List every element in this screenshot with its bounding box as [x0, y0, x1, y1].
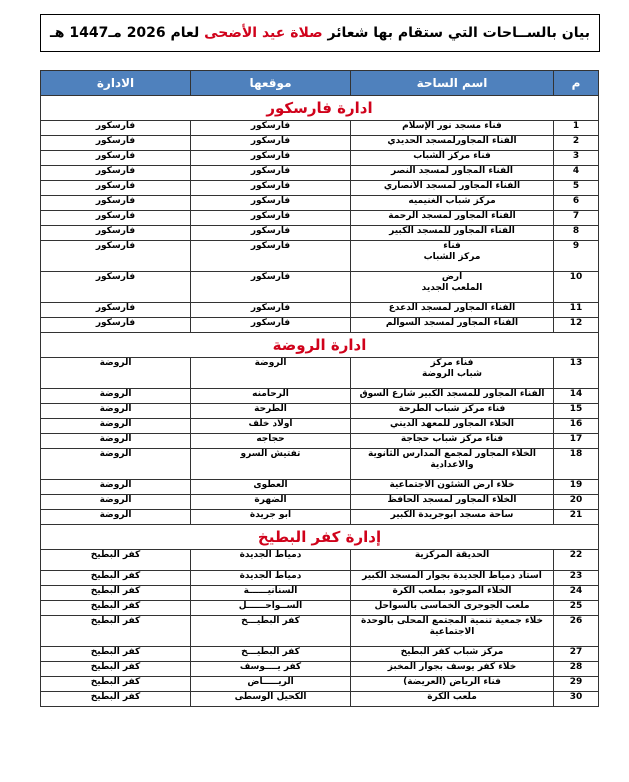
venue-location: أبو جريدة	[191, 510, 351, 525]
venue-name: الخلاء المجاور للمعهد الديني	[351, 419, 554, 434]
venue-location: فارسكور	[191, 226, 351, 241]
row-number: 1	[554, 121, 599, 136]
section-header-row	[41, 525, 599, 550]
venue-location: كفر البطيـــخ	[191, 647, 351, 662]
table-row	[41, 358, 599, 389]
table-row	[41, 196, 599, 211]
venue-admin: الروضة	[41, 480, 191, 495]
row-number: 22	[554, 550, 599, 571]
venue-name: ساحة مسجد أبوجريدة الكبير	[351, 510, 554, 525]
venue-admin: كفر البطيخ	[41, 550, 191, 571]
row-number: 13	[554, 358, 599, 389]
venue-admin: فارسكور	[41, 303, 191, 318]
venue-admin: فارسكور	[41, 318, 191, 333]
section-title: ادارة فارسكور	[41, 96, 599, 121]
venue-name: استاد دمياط الجديدة بجوار المسجد الكبير	[351, 571, 554, 586]
venue-admin: فارسكور	[41, 166, 191, 181]
venue-name: أرض الملعب الجديد	[351, 272, 554, 303]
venue-admin: كفر البطيخ	[41, 616, 191, 647]
venue-admin: كفر البطيخ	[41, 692, 191, 707]
row-number: 18	[554, 449, 599, 480]
venue-admin: فارسكور	[41, 196, 191, 211]
venue-location: الكحيل الوسطى	[191, 692, 351, 707]
venue-location: دمياط الجديدة	[191, 550, 351, 571]
venue-location: فارسكور	[191, 121, 351, 136]
venue-name: مركز شباب كفر البطيخ	[351, 647, 554, 662]
venue-name: الفناء المجاور للمسجد الكبير شارع السوق	[351, 389, 554, 404]
row-number: 2	[554, 136, 599, 151]
row-number: 26	[554, 616, 599, 647]
row-number: 11	[554, 303, 599, 318]
table-row	[41, 495, 599, 510]
venue-name: الخلاء الموجود بملعب الكرة	[351, 586, 554, 601]
venue-admin: الروضة	[41, 419, 191, 434]
table-row	[41, 662, 599, 677]
table-row	[41, 449, 599, 480]
venue-name: الفناء المجاور لمسجد الأنصاري	[351, 181, 554, 196]
table-row	[41, 677, 599, 692]
venue-name: مركز شباب الغنيميه	[351, 196, 554, 211]
row-number: 14	[554, 389, 599, 404]
table-row	[41, 419, 599, 434]
table-row	[41, 550, 599, 571]
table-row	[41, 166, 599, 181]
venue-location: العطوى	[191, 480, 351, 495]
venue-admin: كفر البطيخ	[41, 677, 191, 692]
venue-location: فارسكور	[191, 303, 351, 318]
venue-name: خلاء جمعية تنمية المجتمع المحلى بالوحدة الاجتماعية	[351, 616, 554, 647]
venue-admin: كفر البطيخ	[41, 647, 191, 662]
row-number: 19	[554, 480, 599, 495]
venue-location: فارسكور	[191, 211, 351, 226]
venue-name: فناء مسجد نور الإسلام	[351, 121, 554, 136]
title-part2: لعام 2026 مـ1447 هـ	[50, 25, 200, 41]
row-number: 23	[554, 571, 599, 586]
venue-location: الريـــــاض	[191, 677, 351, 692]
venue-admin: فارسكور	[41, 181, 191, 196]
row-number: 28	[554, 662, 599, 677]
venue-name: خلاء كفر يوسف بجوار المخبز	[351, 662, 554, 677]
venue-name: فناء مركز الشباب	[351, 151, 554, 166]
venue-name: الفناء المجاور لمسجد السوالم	[351, 318, 554, 333]
venue-admin: فارسكور	[41, 121, 191, 136]
header-admin: الادارة	[41, 71, 191, 96]
venue-admin: الروضة	[41, 404, 191, 419]
venue-location: فارسكور	[191, 241, 351, 272]
venue-admin: الروضة	[41, 358, 191, 389]
table-row	[41, 692, 599, 707]
venue-name: خلاء أرض الشئون الاجتماعية	[351, 480, 554, 495]
row-number: 24	[554, 586, 599, 601]
venue-location: فارسكور	[191, 272, 351, 303]
title-highlight: صلاة عيد الأضحى	[204, 25, 323, 41]
venue-location: كفر البطيـــخ	[191, 616, 351, 647]
table-row	[41, 226, 599, 241]
venue-location: حجاجه	[191, 434, 351, 449]
row-number: 9	[554, 241, 599, 272]
venue-location: فارسكور	[191, 136, 351, 151]
venue-location: الروضة	[191, 358, 351, 389]
row-number: 3	[554, 151, 599, 166]
table-row	[41, 647, 599, 662]
venue-name: فناء مركز شباب الروضة	[351, 358, 554, 389]
row-number: 17	[554, 434, 599, 449]
row-number: 20	[554, 495, 599, 510]
table-row	[41, 434, 599, 449]
row-number: 10	[554, 272, 599, 303]
venue-admin: كفر البطيخ	[41, 662, 191, 677]
venue-admin: الروضة	[41, 449, 191, 480]
venue-admin: كفر البطيخ	[41, 586, 191, 601]
table-row	[41, 480, 599, 495]
venue-admin: الروضة	[41, 510, 191, 525]
venue-name: فناء مركز شباب حجاجة	[351, 434, 554, 449]
venue-location: فارسكور	[191, 166, 351, 181]
venue-location: الرحامنه	[191, 389, 351, 404]
venue-name: الفناء المجاورلمسجد الحديدي	[351, 136, 554, 151]
venue-admin: فارسكور	[41, 226, 191, 241]
venue-name: فناء الرياض (العريضة)	[351, 677, 554, 692]
venue-location: الضهرة	[191, 495, 351, 510]
venue-location: تفتيش السرو	[191, 449, 351, 480]
row-number: 6	[554, 196, 599, 211]
row-number: 30	[554, 692, 599, 707]
row-number: 12	[554, 318, 599, 333]
title-part1: بيان بالســاحات التي ستقام بها شعائر	[327, 25, 590, 41]
table-body	[41, 96, 599, 707]
venue-location: الســواحــــــل	[191, 601, 351, 616]
venue-name: الفناء المجاور للمسجد الكبير	[351, 226, 554, 241]
venue-admin: كفر البطيخ	[41, 571, 191, 586]
row-number: 15	[554, 404, 599, 419]
table-row	[41, 211, 599, 226]
venue-name: الفناء المجاور لمسجد النصر	[351, 166, 554, 181]
header-name: اسم الساحة	[351, 71, 554, 96]
table-row	[41, 121, 599, 136]
row-number: 27	[554, 647, 599, 662]
section-title: ادارة الروضة	[41, 333, 599, 358]
venue-location: فارسكور	[191, 181, 351, 196]
venue-admin: فارسكور	[41, 136, 191, 151]
row-number: 25	[554, 601, 599, 616]
row-number: 8	[554, 226, 599, 241]
venue-admin: الروضة	[41, 434, 191, 449]
venue-location: أولاد خلف	[191, 419, 351, 434]
table-row	[41, 389, 599, 404]
header-location: موقعها	[191, 71, 351, 96]
venue-admin: فارسكور	[41, 211, 191, 226]
table-row	[41, 136, 599, 151]
section-header-row	[41, 96, 599, 121]
table-row	[41, 318, 599, 333]
table-row	[41, 151, 599, 166]
venue-name: الفناء المجاور لمسجد الدعدع	[351, 303, 554, 318]
table-row	[41, 404, 599, 419]
venue-name: فناء مركز شباب الطرحة	[351, 404, 554, 419]
venue-location: فارسكور	[191, 151, 351, 166]
venue-name: الفناء المجاور لمسجد الرحمة	[351, 211, 554, 226]
venue-admin: فارسكور	[41, 241, 191, 272]
venue-admin: فارسكور	[41, 151, 191, 166]
venue-location: السنانيــــــة	[191, 586, 351, 601]
venue-admin: كفر البطيخ	[41, 601, 191, 616]
row-number: 21	[554, 510, 599, 525]
row-number: 29	[554, 677, 599, 692]
venue-name: الخلاء المجاور لمسجد الحافظ	[351, 495, 554, 510]
table-row	[41, 601, 599, 616]
venue-name: الحديقة المركزية	[351, 550, 554, 571]
table-header-row	[41, 71, 599, 96]
venue-location: الطرحة	[191, 404, 351, 419]
table-row	[41, 272, 599, 303]
venue-name: ملعب الجوجرى الخماسى بالسواحل	[351, 601, 554, 616]
section-header-row	[41, 333, 599, 358]
table-row	[41, 303, 599, 318]
venue-location: كفر يــــوسف	[191, 662, 351, 677]
header-num: م	[554, 71, 599, 96]
table-row	[41, 586, 599, 601]
venue-name: فناء مركز الشباب	[351, 241, 554, 272]
table-row	[41, 241, 599, 272]
venue-location: دمياط الجديدة	[191, 571, 351, 586]
table-row	[41, 181, 599, 196]
section-title: إدارة كفر البطيخ	[41, 525, 599, 550]
venue-name: ملعب الكرة	[351, 692, 554, 707]
row-number: 7	[554, 211, 599, 226]
table-row	[41, 510, 599, 525]
row-number: 5	[554, 181, 599, 196]
venue-name: الخلاء المجاور لمجمع المدارس الثانوية والاعدادية	[351, 449, 554, 480]
venue-location: فارسكور	[191, 196, 351, 211]
row-number: 4	[554, 166, 599, 181]
table-row	[41, 616, 599, 647]
venue-admin: الروضة	[41, 495, 191, 510]
document-title	[40, 14, 600, 52]
table-row	[41, 571, 599, 586]
row-number: 16	[554, 419, 599, 434]
venues-table	[40, 70, 599, 707]
venue-admin: فارسكور	[41, 272, 191, 303]
venue-location: فارسكور	[191, 318, 351, 333]
venue-admin: الروضة	[41, 389, 191, 404]
